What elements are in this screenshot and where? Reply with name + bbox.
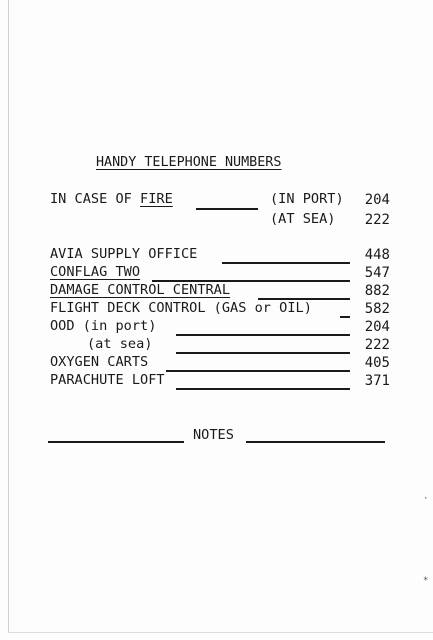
entry-number: 582 (364, 301, 390, 317)
entry-label: FLIGHT DECK CONTROL (GAS or OIL) (50, 300, 312, 316)
entry-number: 882 (364, 283, 390, 299)
notes-right-line (246, 441, 385, 443)
notes-left-line (48, 441, 184, 443)
fire-label-prefix: IN CASE OF (50, 191, 132, 207)
fire-blank-line (196, 208, 258, 210)
entry-leader-line (166, 370, 350, 372)
entry-number: 405 (364, 355, 390, 371)
page-left-edge (8, 0, 9, 632)
entry-number: 448 (364, 247, 390, 263)
entry-label: OOD (in port) (50, 318, 157, 334)
entry-number: 222 (364, 337, 390, 353)
fire-label (50, 191, 173, 207)
entry-number: 547 (364, 265, 390, 281)
entry-number: 204 (364, 319, 390, 335)
entry-label: OXYGEN CARTS (50, 354, 149, 370)
fire-label-keyword: FIRE (140, 191, 173, 207)
entry-leader-line (222, 262, 350, 264)
notes-label: NOTES (193, 427, 234, 443)
scan-speck: * (423, 576, 429, 586)
fire-in-port-number: 204 (364, 192, 390, 208)
document-title: HANDY TELEPHONE NUMBERS (96, 155, 282, 170)
fire-in-port-label: (IN PORT) (270, 191, 344, 207)
entry-leader-line (176, 352, 350, 354)
scan-speck: · (423, 494, 429, 504)
entry-leader-line (176, 334, 350, 336)
entry-label: (at sea) (87, 336, 153, 352)
entry-number: 371 (364, 373, 390, 389)
entry-leader-line (176, 388, 350, 390)
entry-label: CONFLAG TWO (50, 264, 141, 280)
entry-label: DAMAGE CONTROL CENTRAL (50, 282, 231, 298)
fire-at-sea-label: (AT SEA) (270, 211, 336, 227)
page-bottom-edge (8, 632, 433, 633)
entry-label: AVIA SUPPLY OFFICE (50, 246, 198, 262)
entry-leader-line (340, 316, 350, 318)
fire-at-sea-number: 222 (364, 212, 390, 228)
entry-label: PARACHUTE LOFT (50, 372, 165, 388)
